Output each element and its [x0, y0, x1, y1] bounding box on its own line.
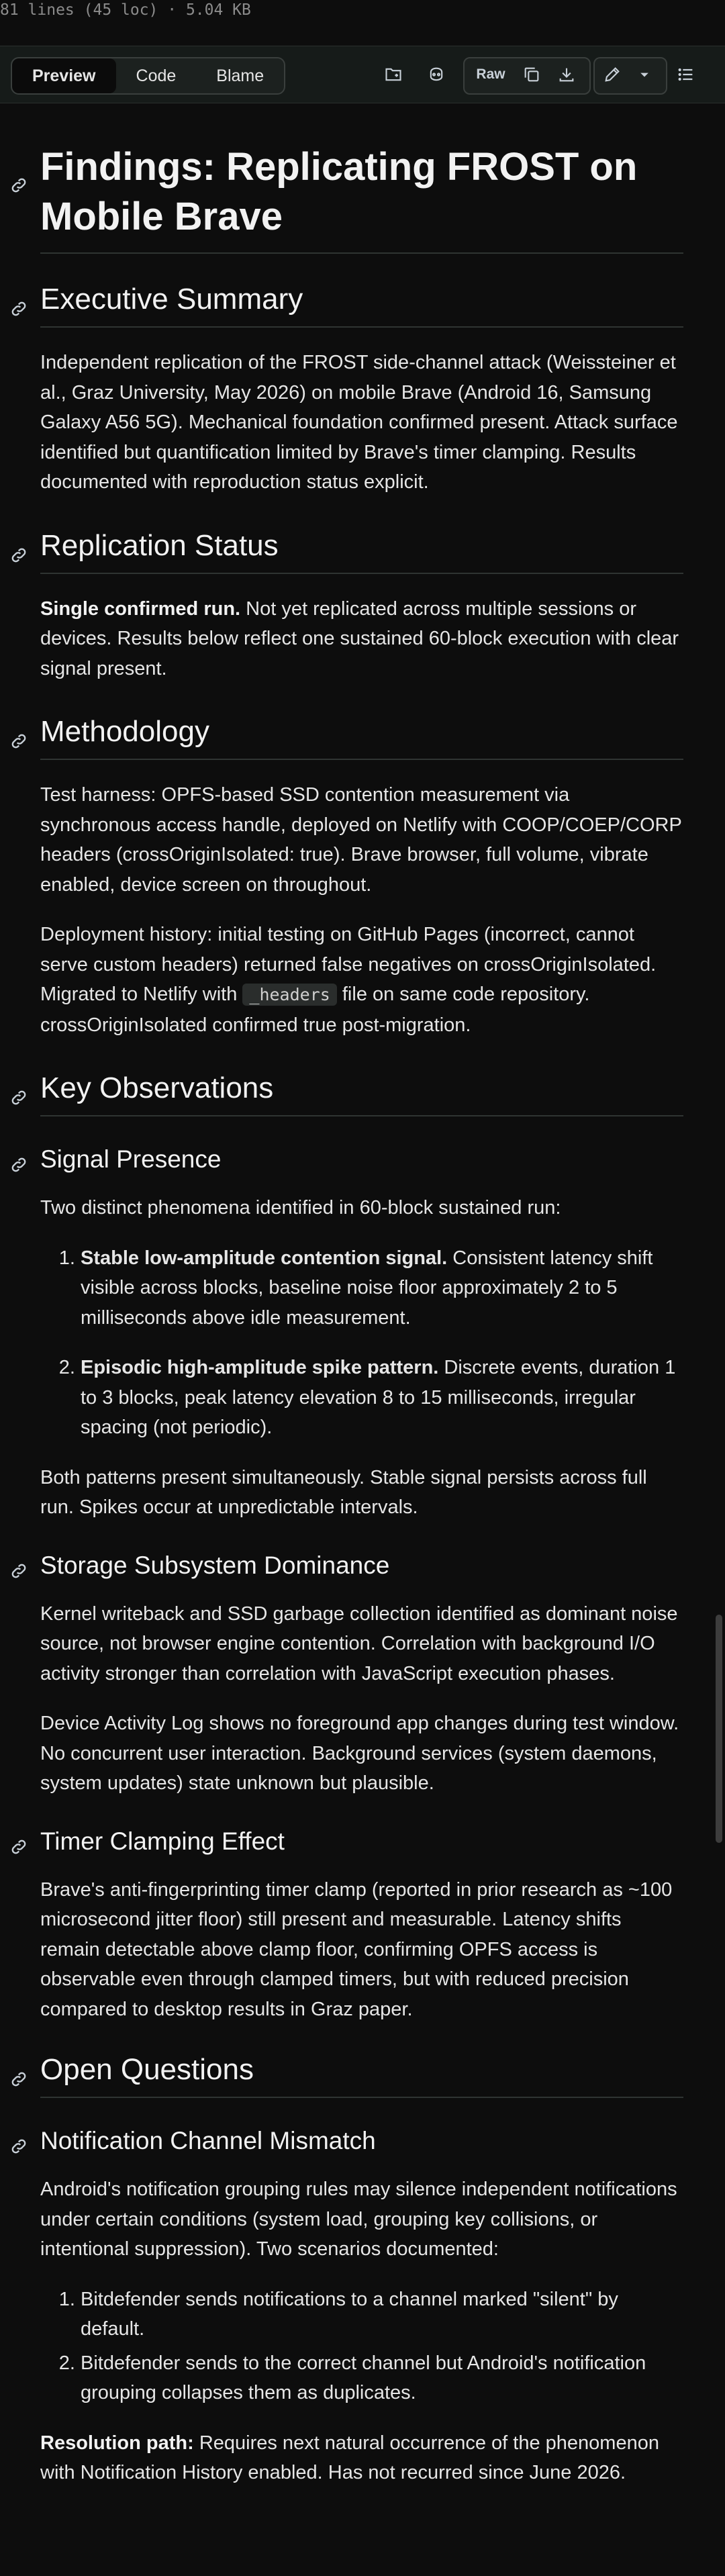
- subsection-heading-timer-clamping: [40, 1825, 683, 1858]
- anchor-link-icon[interactable]: [9, 2132, 28, 2164]
- tab-blame[interactable]: Blame: [216, 66, 264, 85]
- tab-code[interactable]: Code: [136, 66, 177, 85]
- body-text: Consistent latency shift visible across blocks, baseline noise floor approximately 2 to 5 milliseconds above idle measurement.: [81, 1247, 653, 1329]
- anchor-link-icon[interactable]: [9, 1079, 28, 1116]
- page-title: [40, 142, 683, 254]
- methodology-paragraph-2: [40, 920, 683, 1040]
- heading-text: Timer Clamping Effect: [40, 1827, 285, 1855]
- scrollbar-thumb[interactable]: [716, 1615, 722, 1843]
- section-heading-replication-status: [40, 527, 683, 574]
- signal-list: [40, 1243, 683, 1443]
- chevron-down-icon[interactable]: [630, 58, 659, 91]
- heading-text: Executive Summary: [40, 283, 303, 316]
- anchor-link-icon[interactable]: [9, 1832, 28, 1864]
- exec-summary-paragraph: Independent replication of the FROST side-channel attack (Weissteiner et al., Graz University, May 2026) on mobile Brave (Android 16, Samsung Galaxy A56 5G). Mechanical foundation confirmed present. Attack surface identified but quantification limited by Brave's timer clamping. Results documented with reproduction status explicit.: [40, 352, 678, 493]
- heading-text: Methodology: [40, 715, 209, 748]
- anchor-link-icon[interactable]: [9, 290, 28, 328]
- anchor-link-icon[interactable]: [9, 1150, 28, 1182]
- open-codespace-icon[interactable]: [379, 58, 408, 91]
- outline-icon[interactable]: [671, 58, 701, 91]
- file-toolbar: [0, 46, 725, 103]
- copilot-icon[interactable]: [422, 58, 451, 91]
- list-item: 1. Bitdefender sends notifications to a channel marked "silent" by default.: [81, 2285, 683, 2344]
- body-text: Not yet replicated across multiple sessions or devices. Results below reflect one sustained 60-block execution with clear signal present.: [40, 598, 679, 679]
- download-icon[interactable]: [552, 58, 581, 91]
- subsection-heading-notification: [40, 2125, 683, 2157]
- bold-text: Episodic high-amplitude spike pattern.: [81, 1357, 439, 1378]
- heading-text: Signal Presence: [40, 1145, 222, 1173]
- heading-text: Open Questions: [40, 2053, 254, 2086]
- tab-preview[interactable]: Preview: [12, 58, 116, 93]
- body-text: file on same code repository. crossOriginIsolated confirmed true post-migration.: [40, 984, 590, 1036]
- markdown-body: [40, 134, 683, 2488]
- section-heading-open-questions: [40, 2051, 683, 2098]
- notif-intro: Android's notification grouping rules may silence independent notifications under certain conditions (system load, grouping key collisions, or intentional suppression). Two scenarios documented:: [40, 2179, 677, 2260]
- anchor-link-icon[interactable]: [9, 157, 28, 207]
- anchor-link-icon[interactable]: [9, 1556, 28, 1588]
- anchor-link-icon[interactable]: [9, 2060, 28, 2098]
- list-item: 2. Bitdefender sends to the correct channel but Android's notification grouping collapses them as duplicates.: [81, 2348, 683, 2408]
- timer-paragraph: Brave's anti-fingerprinting timer clamp (reported in prior research as ~100 microsecond jitter floor) still present and measurable. Latency shifts remain detectable above clamp floor, confirming OPFS access is observable even through clamped timers, but with reduced precision compared to desktop results in Graz paper.: [40, 1878, 673, 2020]
- list-item: [81, 1353, 683, 1443]
- signal-intro: Two distinct phenomena identified in 60-block sustained run:: [40, 1197, 561, 1219]
- edit-icon[interactable]: [597, 58, 627, 91]
- inline-code: _headers: [242, 984, 336, 1006]
- signal-outro: Both patterns present simultaneously. Stable signal persists across full run. Spikes occur at unpredictable intervals.: [40, 1466, 647, 1518]
- storage-paragraph-2: Device Activity Log shows no foreground app changes during test window. No concurrent user interaction. Background services (system daemons, system updates) state unknown but plausible.: [40, 1713, 679, 1794]
- heading-text: Replication Status: [40, 528, 279, 562]
- notif-list: [40, 2285, 683, 2408]
- heading-text: Notification Channel Mismatch: [40, 2127, 376, 2154]
- section-heading-methodology: [40, 713, 683, 760]
- file-info: 81 lines (45 loc) · 5.04 KB: [0, 0, 725, 27]
- storage-paragraph-1: Kernel writeback and SSD garbage collection identified as dominant noise source, not browser engine contention. Correlation with background I/O activity stronger than correlation with JavaScript execution phases.: [40, 1603, 678, 1684]
- raw-button[interactable]: Raw: [476, 66, 505, 82]
- replication-paragraph: [40, 594, 683, 684]
- view-mode-tabs: [11, 57, 285, 95]
- title-text: Findings: Replicating FROST on Mobile Brave: [40, 145, 638, 238]
- bold-text: Single confirmed run.: [40, 598, 241, 620]
- anchor-link-icon[interactable]: [9, 536, 28, 574]
- anchor-link-icon[interactable]: [9, 722, 28, 760]
- subsection-heading-storage: [40, 1549, 683, 1582]
- resolution-paragraph: [40, 2428, 683, 2488]
- section-heading-executive-summary: [40, 281, 683, 328]
- section-heading-key-observations: [40, 1069, 683, 1116]
- bold-text: Stable low-amplitude contention signal.: [81, 1247, 448, 1269]
- bold-text: Resolution path:: [40, 2432, 194, 2454]
- list-item: [81, 1243, 683, 1333]
- body-text: Deployment history: initial testing on GitHub Pages (incorrect, cannot serve custom headers) returned false negatives on crossOriginIsolated. Migrated to Netlify with: [40, 924, 657, 1005]
- body-text: Discrete events, duration 1 to 3 blocks, peak latency elevation 8 to 15 milliseconds, irregular spacing (not periodic).: [81, 1357, 676, 1438]
- heading-text: Key Observations: [40, 1071, 274, 1104]
- heading-text: Storage Subsystem Dominance: [40, 1551, 390, 1579]
- methodology-paragraph-1: Test harness: OPFS-based SSD contention measurement via synchronous access handle, deployed on Netlify with COOP/COEP/CORP headers (crossOriginIsolated: true). Brave browser, full volume, vibrate enabled, device screen on throughout.: [40, 784, 682, 896]
- copy-icon[interactable]: [517, 58, 546, 91]
- body-text: Requires next natural occurrence of the phenomenon with Notification History enabled. Has not recurred since June 2026.: [40, 2432, 659, 2483]
- subsection-heading-signal-presence: [40, 1143, 683, 1176]
